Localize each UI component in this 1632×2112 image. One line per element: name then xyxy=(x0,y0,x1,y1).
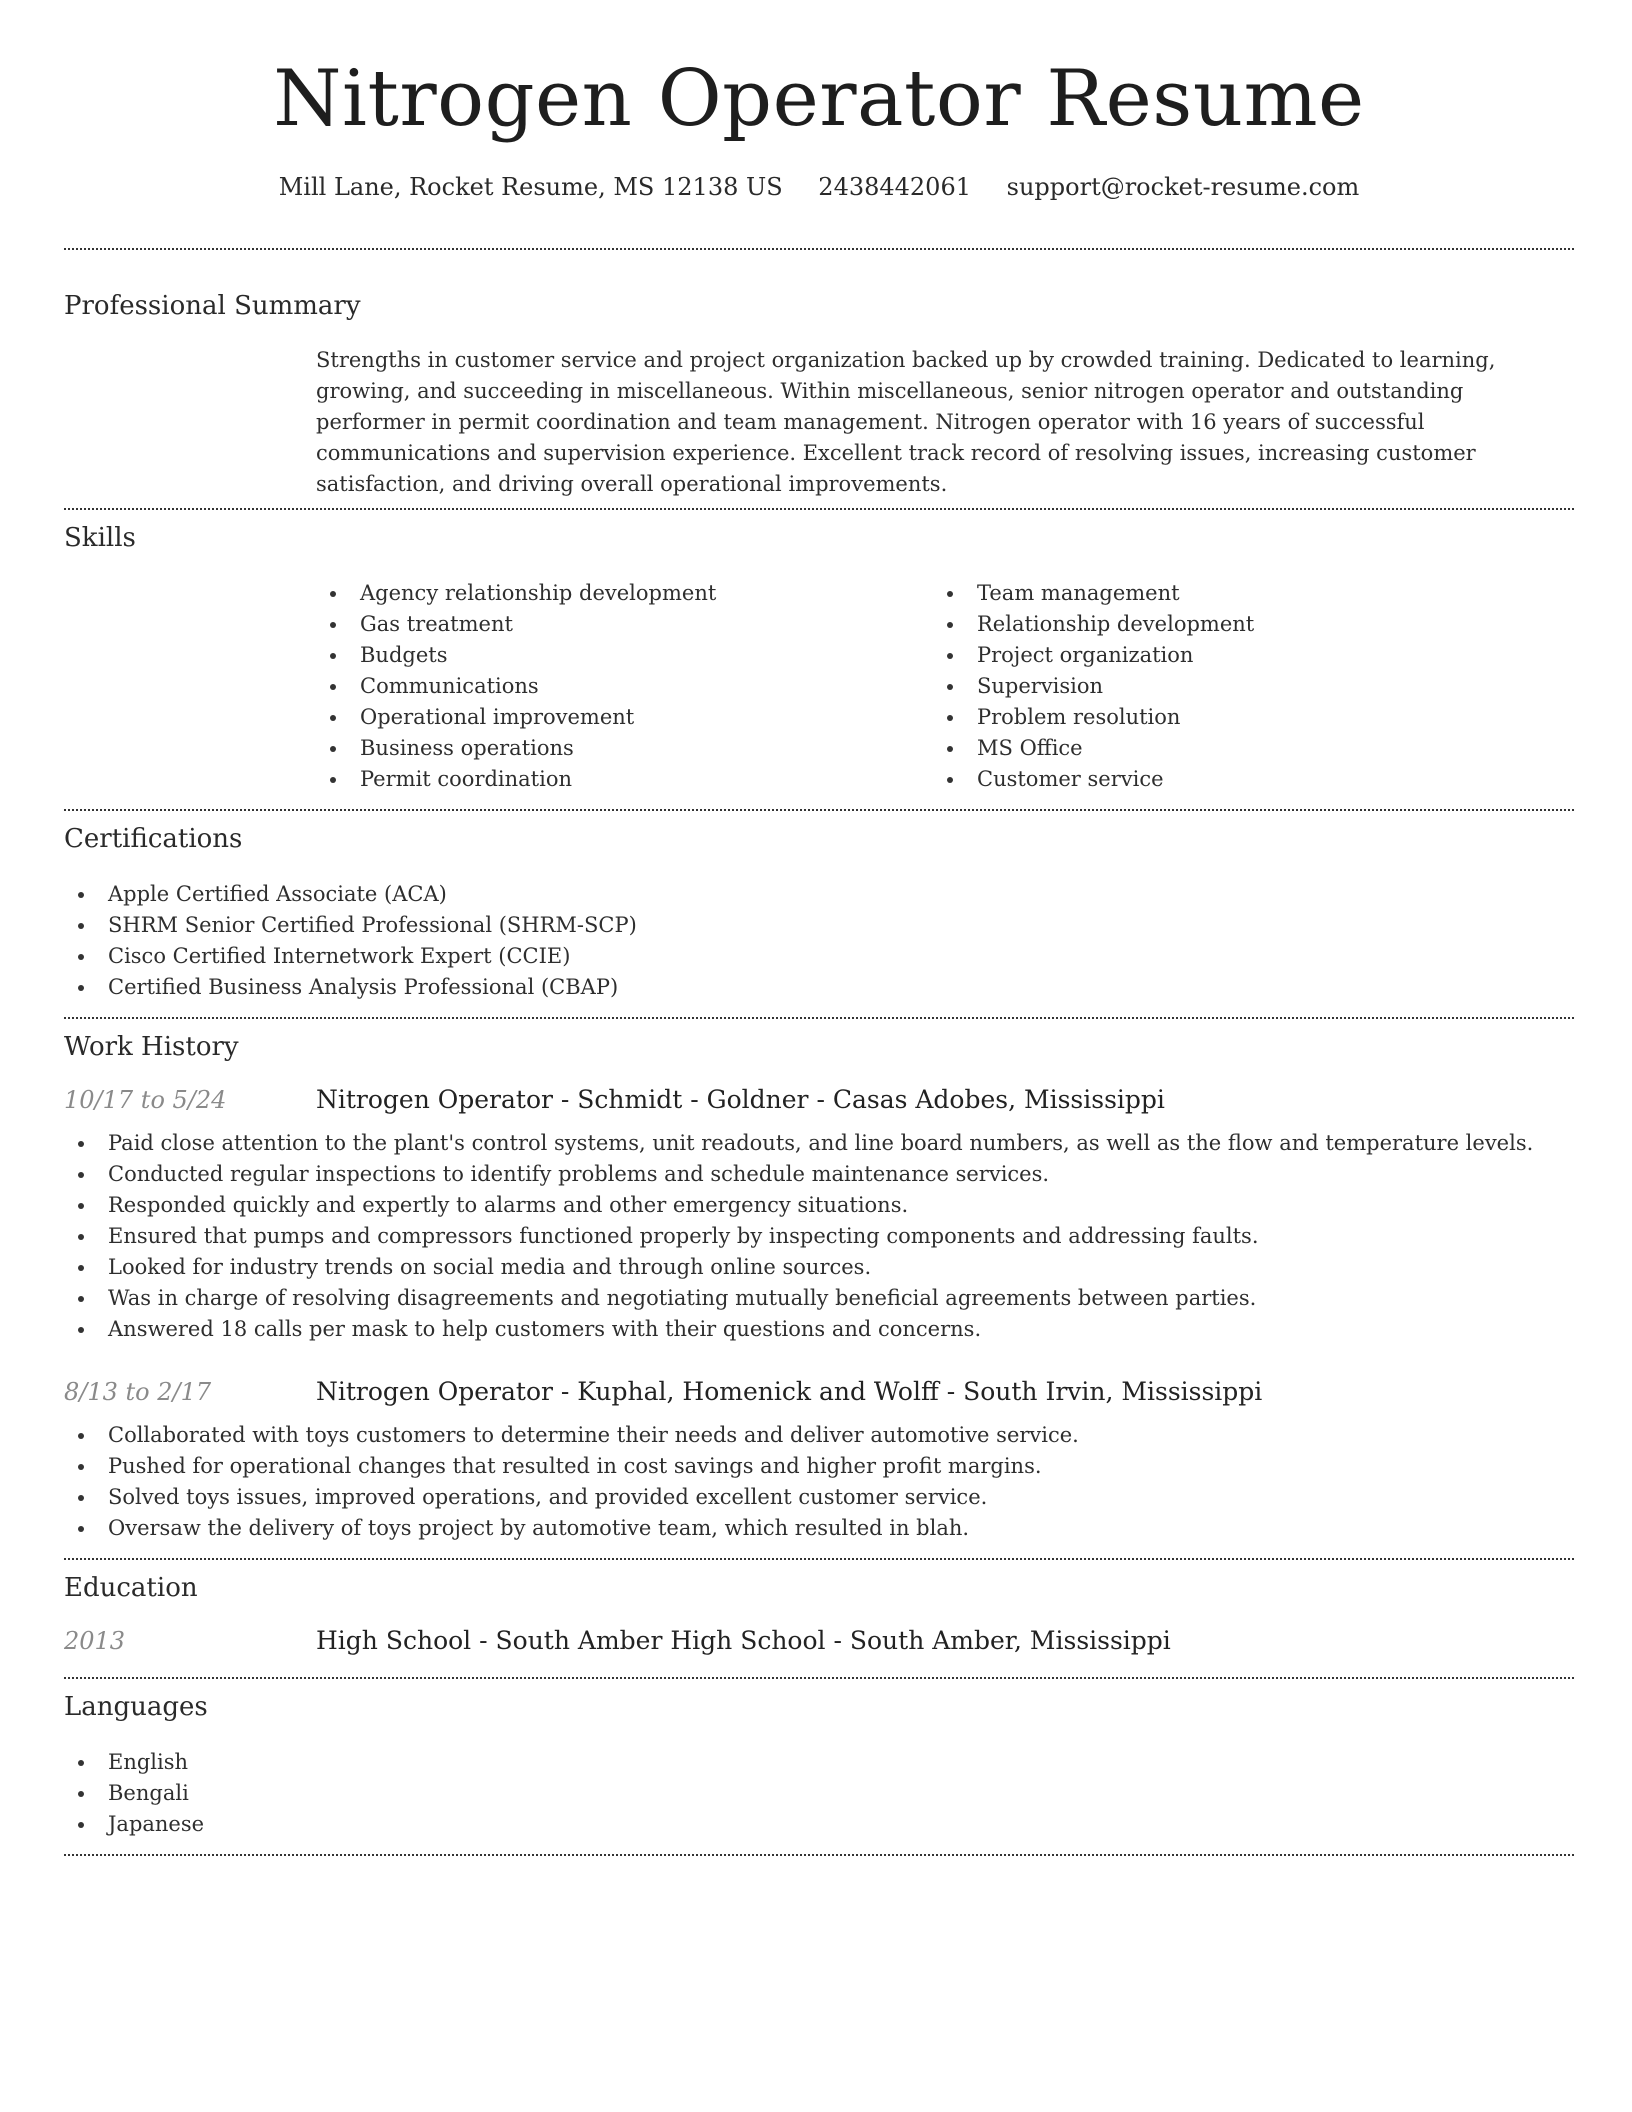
certifications-list xyxy=(64,879,1574,1003)
job-bullet: Responded quickly and expertly to alarms and other emergency situations. xyxy=(64,1190,1574,1221)
job-title: Nitrogen Operator - Schmidt - Goldner - Casas Adobes, Mississippi xyxy=(316,1085,1165,1114)
job-bullets xyxy=(64,1128,1574,1345)
email: support@rocket-resume.com xyxy=(1006,173,1360,201)
language-item: English xyxy=(64,1747,1574,1778)
address: Mill Lane, Rocket Resume, MS 12138 US xyxy=(278,173,783,201)
skill-item: Customer service xyxy=(933,764,1550,795)
education-section xyxy=(64,1560,1574,1677)
job-bullet: Solved toys issues, improved operations, and provided excellent customer service. xyxy=(64,1482,1574,1513)
skills-list-right xyxy=(933,578,1550,795)
language-item: Japanese xyxy=(64,1809,1574,1840)
job-bullet: Paid close attention to the plant's control systems, unit readouts, and line board numbers, as well as the flow and temperature levels. xyxy=(64,1128,1574,1159)
skill-item: Budgets xyxy=(316,640,933,671)
job-bullet: Oversaw the delivery of toys project by automotive team, which resulted in blah. xyxy=(64,1513,1574,1544)
contact-line xyxy=(64,170,1574,204)
certifications-section xyxy=(64,811,1574,1017)
language-item: Bengali xyxy=(64,1778,1574,1809)
certification-item: Apple Certified Associate (ACA) xyxy=(64,879,1574,910)
skill-item: MS Office xyxy=(933,733,1550,764)
skill-item: Agency relationship development xyxy=(316,578,933,609)
job-bullet: Pushed for operational changes that resulted in cost savings and higher profit margins. xyxy=(64,1451,1574,1482)
skill-item: Business operations xyxy=(316,733,933,764)
certification-item: Cisco Certified Internetwork Expert (CCIE) xyxy=(64,941,1574,972)
phone: 2438442061 xyxy=(818,173,971,201)
job-bullet: Collaborated with toys customers to determine their needs and deliver automotive service. xyxy=(64,1420,1574,1451)
skill-item: Project organization xyxy=(933,640,1550,671)
summary-section xyxy=(64,250,1574,508)
education-year: 2013 xyxy=(64,1627,126,1655)
job-title: Nitrogen Operator - Kuphal, Homenick and Wolff - South Irvin, Mississippi xyxy=(316,1377,1263,1406)
job-bullet: Was in charge of resolving disagreements and negotiating mutually beneficial agreements between parties. xyxy=(64,1283,1574,1314)
section-title-summary: Professional Summary xyxy=(64,291,361,321)
work-history-section xyxy=(64,1019,1574,1558)
job-bullet: Looked for industry trends on social media and through online sources. xyxy=(64,1252,1574,1283)
section-title-languages: Languages xyxy=(64,1692,208,1722)
job-bullet: Conducted regular inspections to identify problems and schedule maintenance services. xyxy=(64,1159,1574,1190)
education-title: High School - South Amber High School - South Amber, Mississippi xyxy=(316,1626,1171,1655)
job-bullet: Answered 18 calls per mask to help customers with their questions and concerns. xyxy=(64,1314,1574,1345)
skill-item: Gas treatment xyxy=(316,609,933,640)
page-title: Nitrogen Operator Resume xyxy=(273,54,1365,144)
languages-list xyxy=(64,1747,1574,1840)
skills-columns xyxy=(316,578,1574,795)
job-bullets xyxy=(64,1420,1574,1544)
skill-item: Problem resolution xyxy=(933,702,1550,733)
skill-item: Supervision xyxy=(933,671,1550,702)
skills-section xyxy=(64,510,1574,809)
section-title-certifications: Certifications xyxy=(64,824,243,854)
skills-list-left xyxy=(316,578,933,795)
job-dates: 8/13 to 2/17 xyxy=(64,1378,212,1406)
job-dates: 10/17 to 5/24 xyxy=(64,1086,227,1114)
section-title-work-history: Work History xyxy=(64,1032,239,1062)
skill-item: Communications xyxy=(316,671,933,702)
resume-page xyxy=(64,0,1574,1856)
divider xyxy=(64,1854,1574,1856)
skill-item: Operational improvement xyxy=(316,702,933,733)
job-bullet: Ensured that pumps and compressors functioned properly by inspecting components and addressing faults. xyxy=(64,1221,1574,1252)
section-title-education: Education xyxy=(64,1573,198,1603)
certification-item: SHRM Senior Certified Professional (SHRM-SCP) xyxy=(64,910,1574,941)
job-header xyxy=(64,1085,1574,1114)
section-title-skills: Skills xyxy=(64,523,136,553)
languages-section xyxy=(64,1679,1574,1854)
skill-item: Relationship development xyxy=(933,609,1550,640)
certification-item: Certified Business Analysis Professional (CBAP) xyxy=(64,972,1574,1003)
summary-text: Strengths in customer service and project organization backed up by crowded training. Dedicated to learning, growing, and succeeding in miscellaneous. Within miscellaneous, senior nitrogen operator and outstanding performer in permit coordination and team management. Nitrogen operator with 16 years of successful communications and supervision experience. Excellent track record of resolving issues, increasing customer satisfaction, and driving overall operational improvements. xyxy=(316,348,1496,496)
skill-item: Team management xyxy=(933,578,1550,609)
education-row xyxy=(64,1626,1574,1655)
skill-item: Permit coordination xyxy=(316,764,933,795)
job-header xyxy=(64,1377,1574,1406)
